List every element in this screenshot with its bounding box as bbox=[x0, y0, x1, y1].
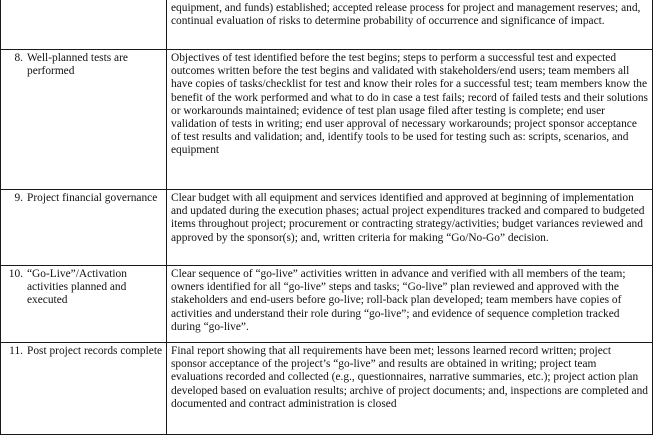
criterion-number: 8. bbox=[14, 52, 23, 64]
table-row bbox=[1, 0, 653, 50]
description-cell: Objectives of test identified before the test begins; steps to perform a successful test and expected outcomes written before the test begins and validated with stakeholders/end users; team members all have copies of tasks/checklist for test and know their roles for a successful test; team members know the benefit of the work performed and what to do in case a test fails; record of failed tests and their solutions or workarounds maintained; evidence of test plan usage filed after testing is complete; end user validation of tests in writing; end user approval of necessary workarounds; project sponsor acceptance of test results and validation; and, identify tools to be used for testing such as: scripts, scenarios, and equipment bbox=[167, 50, 653, 190]
criterion-number: 11. bbox=[9, 345, 23, 357]
criterion-cell bbox=[1, 0, 167, 50]
table-row bbox=[1, 343, 653, 435]
criterion-label: Project financial governance bbox=[27, 192, 158, 204]
criterion-number: 9. bbox=[14, 192, 23, 204]
criterion-label: Post project records complete bbox=[27, 345, 163, 357]
description-cell: Clear budget with all equipment and services identified and approved at beginning of implementation and updated during the execution phases; actual project expenditures tracked and compared to budgeted items throughout project; procurement or contracting strategy/activities; budget variances reviewed and approved by the sponsor(s); and, written criteria for making “Go/No-Go” decision. bbox=[167, 190, 653, 266]
criterion-cell bbox=[1, 50, 167, 190]
description-cell: Clear sequence of “go-live” activities written in advance and verified with all members of the team; owners identified for all “go-live” steps and tasks; “Go-live” plan reviewed and approved with the stakeholders and end-users before go-live; roll-back plan developed; team members have copies of activities and understand their role during “go-live”; and evidence of sequence completion tracked during “go-live”. bbox=[167, 266, 653, 343]
criterion-number: 10. bbox=[8, 268, 23, 280]
criterion-cell bbox=[1, 266, 167, 343]
description-cell: Final report showing that all requirements have been met; lessons learned record written; project sponsor acceptance of the project’s “go-live” and results are obtained in writing; project team evaluations recorded and collected (e.g., questionnaires, narrative summaries, etc.); project action plan developed based on evaluation results; archive of project documents; and, inspections are completed and documented and contract administration is closed bbox=[167, 343, 653, 435]
description-cell: equipment, and funds) established; accepted release process for project and management reserves; and, continual evaluation of risks to determine probability of occurrence and significance of impact. bbox=[167, 0, 653, 50]
criterion-cell bbox=[1, 190, 167, 266]
table-row bbox=[1, 50, 653, 190]
criterion-label: “Go-Live”/Activation activities planned and executed bbox=[27, 268, 127, 307]
table-row bbox=[1, 266, 653, 343]
criterion-label: Well-planned tests are performed bbox=[27, 52, 128, 78]
criterion-cell bbox=[1, 343, 167, 435]
table-row bbox=[1, 190, 653, 266]
